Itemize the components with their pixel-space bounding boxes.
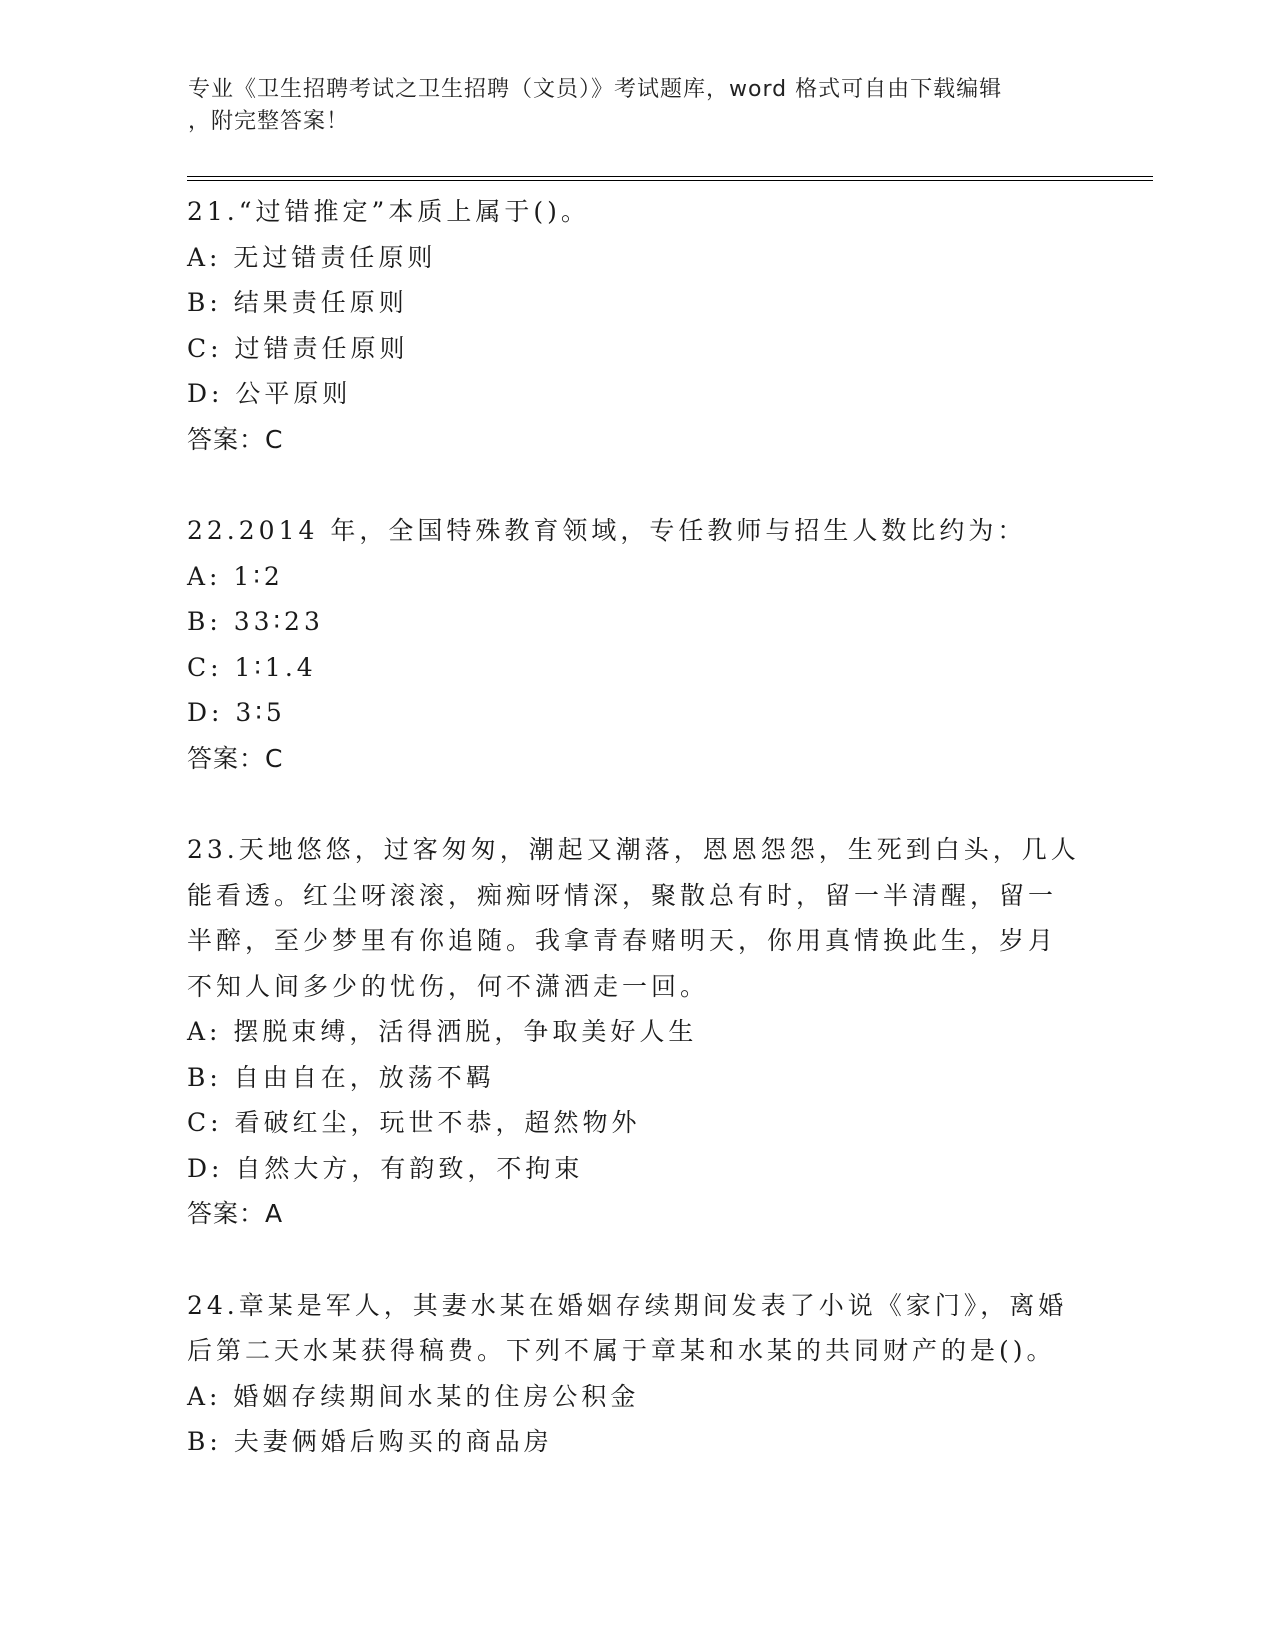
question-21: [187, 189, 1087, 462]
option-a: A: 无过错责任原则: [187, 242, 437, 272]
question-stem-line-4: 不知人间多少的忧伤，何不潇洒走一回。: [187, 971, 710, 1001]
option-c: C: 1∶1.4: [187, 652, 317, 682]
option-b: B: 33∶23: [187, 607, 324, 636]
question-22: [187, 508, 1087, 781]
question-list: [187, 189, 1087, 1465]
question-stem-line-1: 23.天地悠悠，过客匆匆，潮起又潮落，恩恩怨怨，生死到白头，几人: [187, 835, 1080, 864]
option-d: D: 自然大方，有韵致，不拘束: [187, 1153, 584, 1183]
option-b: B: 结果责任原则: [187, 288, 408, 317]
option-c: C: 过错责任原则: [187, 333, 409, 363]
header-line-1: 专业《卫生招聘考试之卫生招聘（文员）》考试题库，word 格式可自由下载编辑: [188, 77, 1003, 102]
option-c: C: 看破红尘，玩世不恭，超然物外: [187, 1108, 641, 1137]
question-23: [187, 827, 1087, 1237]
answer-line: 答案：C: [187, 424, 284, 454]
question-stem-line-2: 后第二天水某获得稿费。下列不属于章某和水某的共同财产的是()。: [187, 1336, 1056, 1365]
option-a: A: 婚姻存续期间水某的住房公积金: [187, 1381, 640, 1411]
answer-line: 答案：C: [187, 743, 284, 773]
header-divider-top: [187, 176, 1153, 177]
question-stem: 21.“过错推定”本质上属于()。: [187, 197, 590, 226]
question-spacer: [187, 1237, 1087, 1283]
option-a: A: 摆脱束缚，活得洒脱，争取美好人生: [187, 1017, 698, 1046]
header-line-2: ，附完整答案！: [188, 109, 350, 134]
option-b: B: 夫妻俩婚后购买的商品房: [187, 1427, 553, 1456]
question-24: [187, 1283, 1087, 1465]
answer-line: 答案：A: [187, 1199, 284, 1228]
question-stem-line-1: 24.章某是军人，其妻水某在婚姻存续期间发表了小说《家门》，离婚: [187, 1290, 1068, 1320]
option-a: A: 1∶2: [187, 561, 284, 591]
question-stem-line-2: 能看透。红尘呀滚滚，痴痴呀情深，聚散总有时，留一半清醒，留一: [187, 880, 1058, 910]
question-spacer: [187, 781, 1087, 827]
question-stem-line-3: 半醉，至少梦里有你追随。我拿青春赌明天，你用真情换此生，岁月: [187, 926, 1058, 955]
document-header: [188, 74, 1068, 138]
option-b: B: 自由自在，放荡不羁: [187, 1062, 495, 1092]
option-d: D: 公平原则: [187, 379, 352, 408]
option-d: D: 3∶5: [187, 698, 286, 727]
question-spacer: [187, 462, 1087, 508]
question-stem: 22.2014 年，全国特殊教育领域，专任教师与招生人数比约为：: [187, 516, 1027, 545]
header-divider-bottom: [187, 180, 1153, 181]
